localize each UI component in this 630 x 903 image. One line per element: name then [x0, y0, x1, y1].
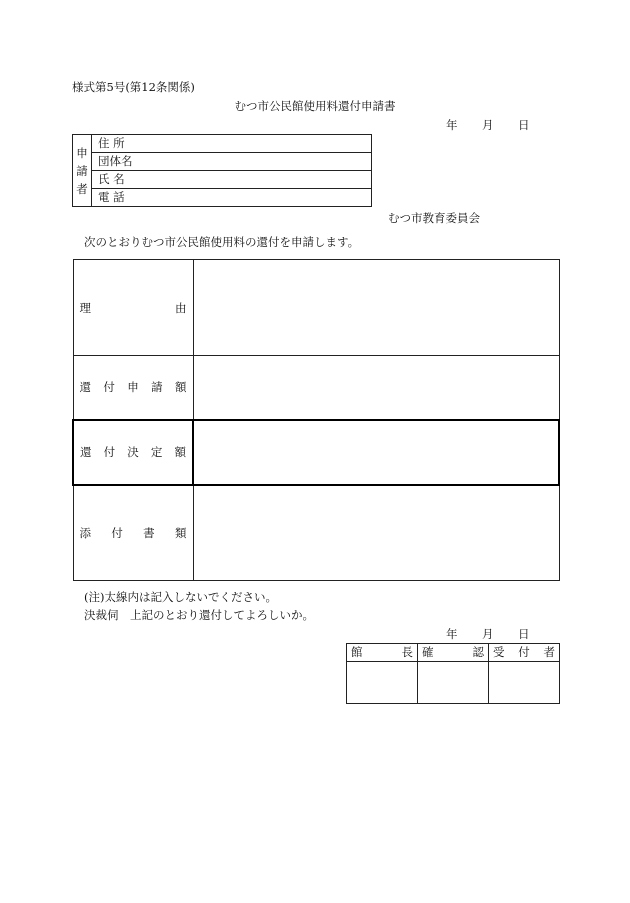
approval-date-month: 月	[482, 627, 494, 641]
applicant-group-field[interactable]	[92, 153, 372, 171]
applicant-table	[72, 134, 372, 207]
applicant-phone-label: 電 話	[98, 190, 125, 204]
applicant-header-char: 者	[76, 181, 88, 196]
note-text: (注)太線内は記入しないでください。	[84, 590, 277, 604]
approval-date-year: 年	[446, 627, 458, 641]
approval-date-day: 日	[518, 627, 530, 641]
receiver-stamp-cell	[489, 662, 560, 704]
main-table	[72, 259, 560, 581]
date-day: 日	[518, 118, 530, 132]
confirm-stamp-cell	[418, 662, 489, 704]
attachments-field[interactable]	[193, 485, 559, 581]
applicant-header-char: 申	[76, 145, 88, 160]
refund-request-amount-label: 還付申請額	[73, 356, 193, 420]
date-month: 月	[482, 118, 494, 132]
approval-table	[346, 643, 560, 704]
receiver-header: 受付者	[489, 644, 560, 662]
applicant-header-char: 請	[76, 163, 88, 178]
intro-text: 次のとおりむつ市公民館使用料の還付を申請します。	[84, 235, 360, 249]
applicant-group-label: 団体名	[98, 154, 133, 168]
approval-request-text: 決裁伺 上記のとおり還付してよろしいか。	[84, 608, 314, 622]
applicant-name-field[interactable]	[92, 171, 372, 189]
reason-field[interactable]	[193, 260, 559, 356]
director-stamp-cell	[347, 662, 418, 704]
confirm-header: 確認	[418, 644, 489, 662]
applicant-header	[73, 135, 92, 207]
refund-decision-amount-label: 還付決定額	[73, 420, 193, 485]
form-title: むつ市公民館使用料還付申請書	[234, 99, 396, 113]
attachments-label: 添付書類	[73, 485, 193, 581]
refund-decision-amount-field	[193, 420, 559, 485]
addressee: むつ市教育委員会	[388, 211, 480, 225]
reason-label: 理由	[73, 260, 193, 356]
applicant-address-label: 住 所	[98, 136, 125, 150]
applicant-address-field[interactable]	[92, 135, 372, 153]
applicant-name-label: 氏 名	[98, 172, 125, 186]
refund-request-amount-field[interactable]	[193, 356, 559, 420]
form-number: 様式第5号(第12条関係)	[72, 80, 195, 94]
date-year: 年	[446, 118, 458, 132]
director-header: 館長	[347, 644, 418, 662]
applicant-phone-field[interactable]	[92, 189, 372, 207]
